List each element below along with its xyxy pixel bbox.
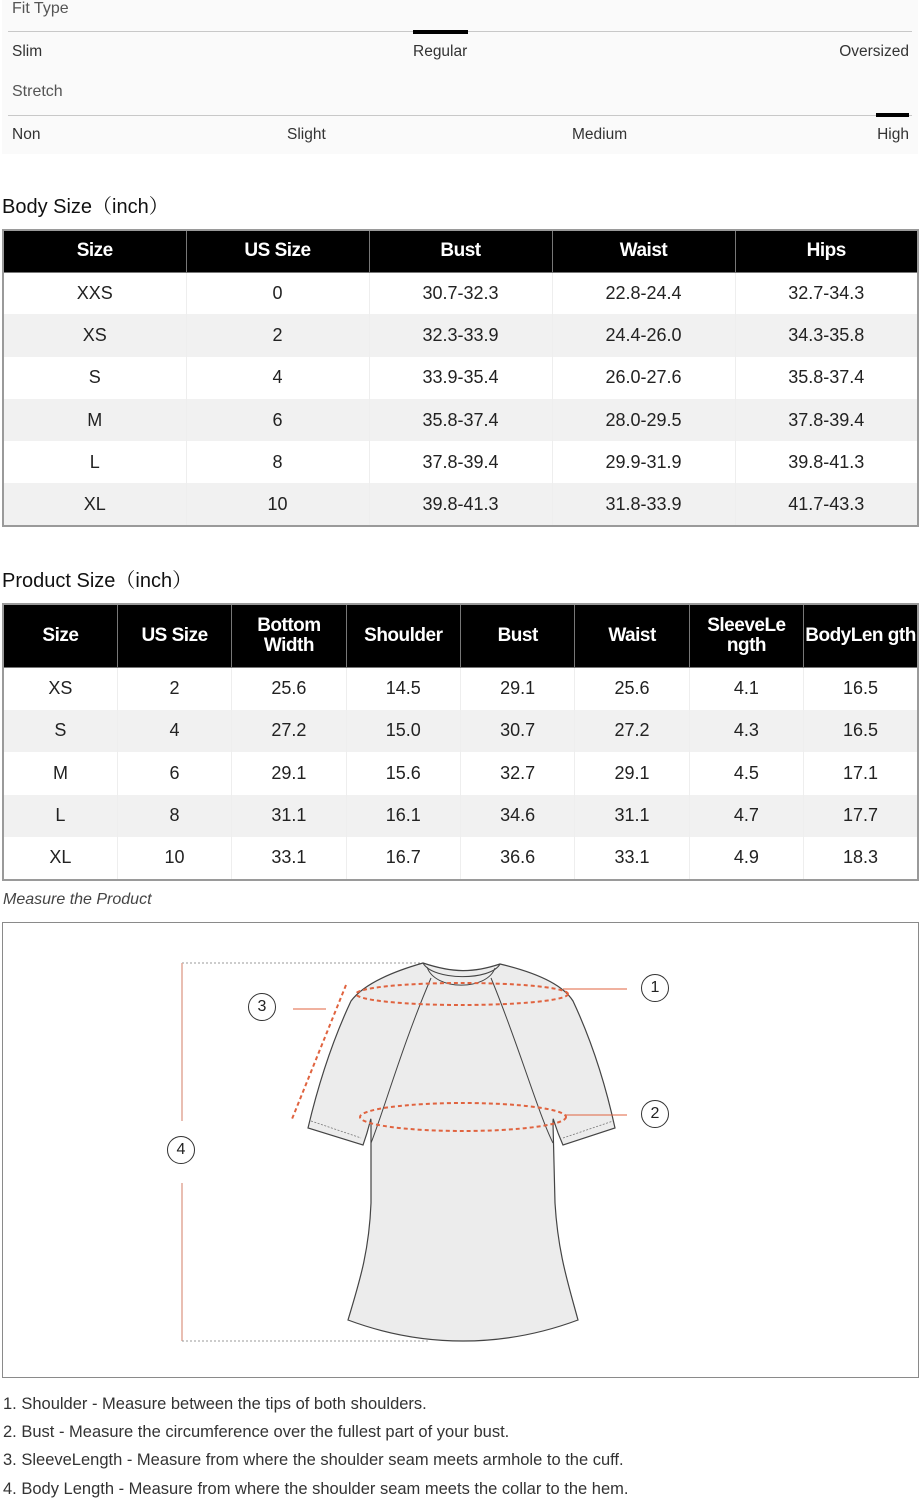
table-cell: 16.7	[346, 837, 460, 880]
note-body-length: 4. Body Length - Measure from where the shoulder seam meets the collar to the hem.	[3, 1479, 629, 1498]
table-cell: 29.1	[461, 667, 575, 710]
table-cell: 2	[186, 314, 369, 356]
table-row	[3, 667, 918, 710]
table-row	[3, 837, 918, 880]
table-cell: 37.8-39.4	[735, 399, 918, 441]
table-cell: 30.7	[461, 710, 575, 753]
column-header: Hips	[735, 230, 918, 272]
table-cell: 17.7	[804, 795, 918, 838]
table-cell: 16.1	[346, 795, 460, 838]
table-cell: 25.6	[232, 667, 346, 710]
column-header: Size	[3, 604, 117, 667]
measurement-diagram	[2, 922, 919, 1378]
fit-stretch-panel	[2, 0, 918, 154]
table-header-row	[3, 604, 918, 667]
stretch-option-medium: Medium	[572, 126, 628, 143]
table-cell: XS	[3, 667, 117, 710]
table-cell: 33.1	[232, 837, 346, 880]
table-cell: 22.8-24.4	[552, 272, 735, 314]
table-row	[3, 710, 918, 753]
column-header: Size	[3, 230, 186, 272]
table-cell: 32.7	[461, 752, 575, 795]
table-cell: 0	[186, 272, 369, 314]
table-cell: 34.6	[461, 795, 575, 838]
tshirt-illustration	[3, 923, 920, 1379]
table-row	[3, 441, 918, 483]
stretch-marker	[876, 113, 909, 117]
table-cell: 39.8-41.3	[369, 483, 552, 525]
table-cell: XS	[3, 314, 186, 356]
table-cell: 39.8-41.3	[735, 441, 918, 483]
table-cell: 35.8-37.4	[369, 399, 552, 441]
column-header: Bottom Width	[232, 604, 346, 667]
table-cell: 33.9-35.4	[369, 357, 552, 399]
measure-product-label: Measure the Product	[3, 891, 152, 908]
table-cell: 31.8-33.9	[552, 483, 735, 525]
table-cell: 8	[186, 441, 369, 483]
table-cell: 31.1	[575, 795, 689, 838]
table-cell: M	[3, 752, 117, 795]
table-cell: 29.1	[232, 752, 346, 795]
column-header: Waist	[575, 604, 689, 667]
fit-option-regular: Regular	[413, 43, 468, 60]
table-cell: 24.4-26.0	[552, 314, 735, 356]
table-cell: 10	[186, 483, 369, 525]
table-cell: 33.1	[575, 837, 689, 880]
table-row	[3, 272, 918, 314]
table-cell: 35.8-37.4	[735, 357, 918, 399]
table-cell: 29.9-31.9	[552, 441, 735, 483]
stretch-option-non: Non	[12, 126, 41, 143]
table-cell: 41.7-43.3	[735, 483, 918, 525]
table-cell: S	[3, 357, 186, 399]
table-cell: 27.2	[232, 710, 346, 753]
table-row	[3, 357, 918, 399]
table-cell: 6	[117, 752, 231, 795]
column-header: BodyLen gth	[804, 604, 918, 667]
stretch-track	[8, 115, 912, 116]
product-size-title: Product Size（inch）	[2, 570, 193, 592]
table-cell: 31.1	[232, 795, 346, 838]
table-cell: 4.7	[689, 795, 803, 838]
table-cell: 10	[117, 837, 231, 880]
body-size-title: Body Size（inch）	[2, 196, 169, 218]
table-cell: 37.8-39.4	[369, 441, 552, 483]
table-cell: 15.6	[346, 752, 460, 795]
note-shoulder: 1. Shoulder - Measure between the tips of both shoulders.	[3, 1395, 427, 1413]
table-cell: XL	[3, 483, 186, 525]
table-header-row	[3, 230, 918, 272]
table-cell: 4	[117, 710, 231, 753]
table-cell: S	[3, 710, 117, 753]
table-cell: L	[3, 795, 117, 838]
table-cell: 18.3	[804, 837, 918, 880]
stretch-label: Stretch	[12, 83, 63, 100]
table-cell: 8	[117, 795, 231, 838]
callout-bust: 2	[641, 1100, 669, 1128]
table-cell: 25.6	[575, 667, 689, 710]
table-cell: 4	[186, 357, 369, 399]
table-cell: XL	[3, 837, 117, 880]
note-sleeve-length: 3. SleeveLength - Measure from where the shoulder seam meets armhole to the cuff.	[3, 1451, 624, 1470]
table-row	[3, 314, 918, 356]
table-row	[3, 399, 918, 441]
table-cell: XXS	[3, 272, 186, 314]
table-cell: 14.5	[346, 667, 460, 710]
table-cell: 26.0-27.6	[552, 357, 735, 399]
column-header: Shoulder	[346, 604, 460, 667]
column-header: Waist	[552, 230, 735, 272]
table-row	[3, 483, 918, 525]
table-cell: 27.2	[575, 710, 689, 753]
table-cell: 17.1	[804, 752, 918, 795]
measurement-notes	[3, 1392, 629, 1500]
table-cell: 4.1	[689, 667, 803, 710]
column-header: Bust	[369, 230, 552, 272]
column-header: US Size	[117, 604, 231, 667]
table-cell: 32.7-34.3	[735, 272, 918, 314]
table-row	[3, 795, 918, 838]
column-header: SleeveLe ngth	[689, 604, 803, 667]
table-cell: 16.5	[804, 710, 918, 753]
table-cell: 34.3-35.8	[735, 314, 918, 356]
stretch-option-high: High	[877, 126, 909, 143]
table-cell: 4.3	[689, 710, 803, 753]
table-cell: 32.3-33.9	[369, 314, 552, 356]
fit-option-oversized: Oversized	[839, 43, 909, 60]
fit-option-slim: Slim	[12, 43, 43, 60]
callout-sleeve-length: 3	[248, 993, 276, 1021]
table-cell: 4.5	[689, 752, 803, 795]
table-cell: 30.7-32.3	[369, 272, 552, 314]
column-header: Bust	[461, 604, 575, 667]
product-size-table	[2, 603, 919, 881]
table-cell: 6	[186, 399, 369, 441]
column-header: US Size	[186, 230, 369, 272]
callout-shoulder: 1	[641, 974, 669, 1002]
callout-body-length: 4	[167, 1136, 195, 1164]
table-cell: M	[3, 399, 186, 441]
body-size-table	[2, 229, 919, 527]
fit-type-label: Fit Type	[12, 0, 69, 17]
table-cell: 4.9	[689, 837, 803, 880]
note-bust: 2. Bust - Measure the circumference over the fullest part of your bust.	[3, 1423, 510, 1442]
table-cell: 2	[117, 667, 231, 710]
table-cell: 28.0-29.5	[552, 399, 735, 441]
stretch-option-slight: Slight	[287, 126, 326, 143]
table-cell: 36.6	[461, 837, 575, 880]
table-cell: 15.0	[346, 710, 460, 753]
fit-type-marker	[413, 30, 468, 34]
table-cell: 29.1	[575, 752, 689, 795]
table-cell: L	[3, 441, 186, 483]
table-row	[3, 752, 918, 795]
table-cell: 16.5	[804, 667, 918, 710]
